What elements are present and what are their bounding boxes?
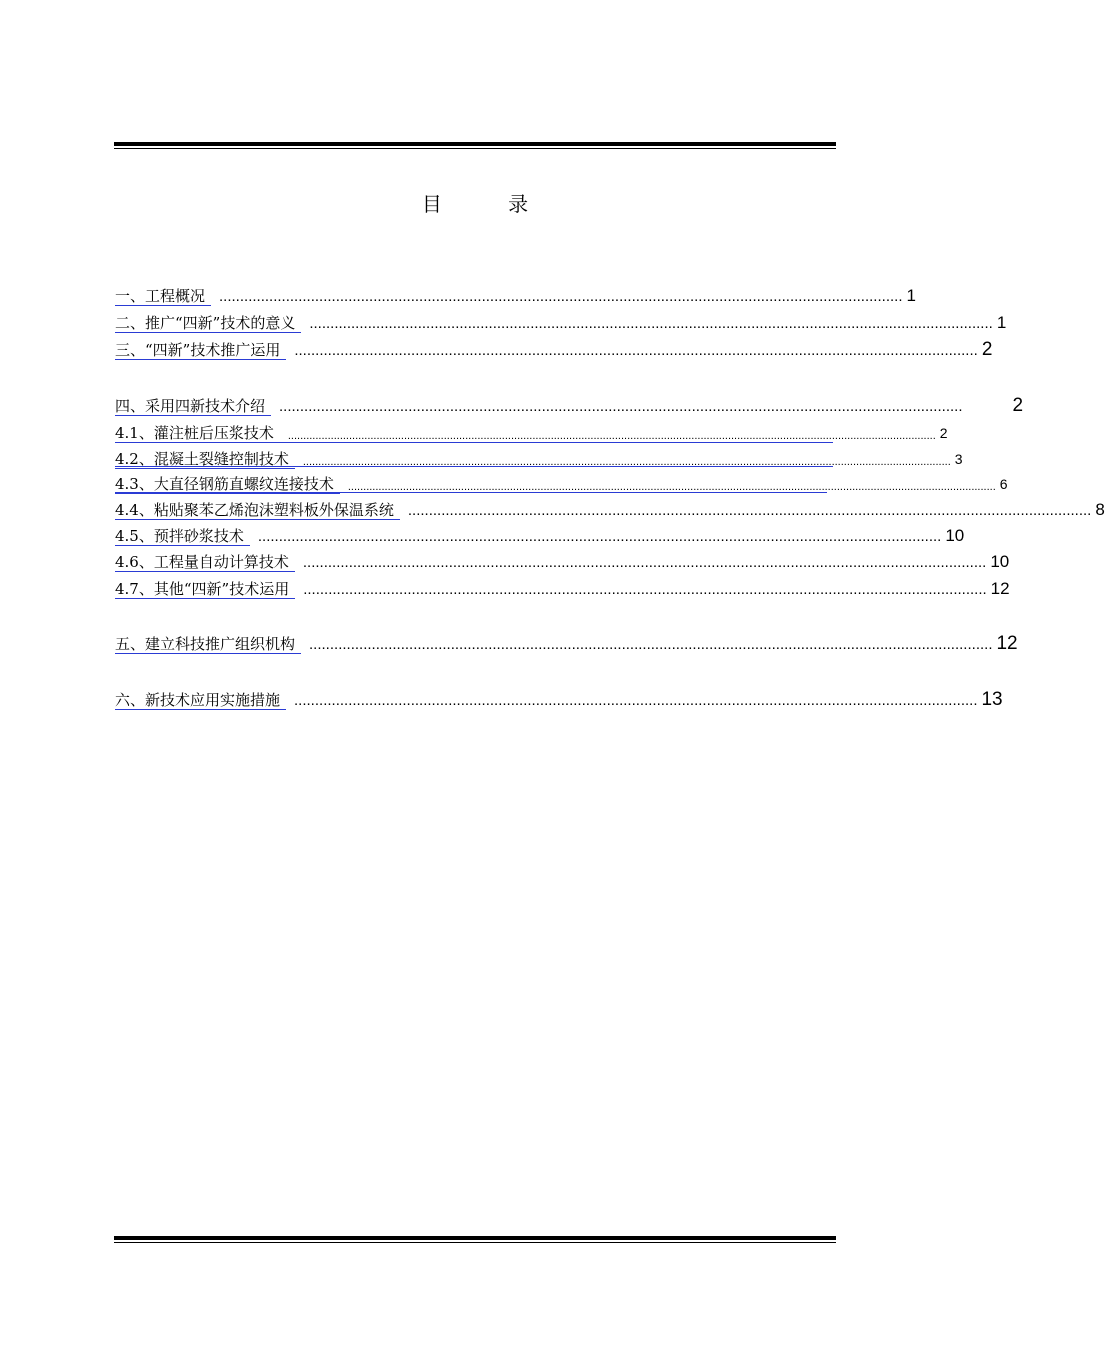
toc-page-number: 2 bbox=[939, 425, 948, 441]
toc-dot-leader: .................................................................................................................................................................... bbox=[303, 581, 987, 598]
toc-dot-leader: .................................................................................................................................................................... bbox=[257, 528, 942, 545]
toc-entry-label[interactable]: 三、“四新”技术推广运用 bbox=[115, 341, 286, 360]
toc-dot-leader: .................................................................................................................................................................................................................... bbox=[347, 481, 996, 493]
header-rule bbox=[114, 142, 836, 149]
toc-page-number: 1 bbox=[996, 313, 1007, 332]
link-underline bbox=[115, 442, 833, 443]
toc-entry[interactable] bbox=[115, 284, 916, 306]
toc-dot-leader: .................................................................................................................................................................................................................... bbox=[302, 456, 951, 468]
toc-entry-label[interactable]: 4.6、工程量自动计算技术 bbox=[115, 553, 295, 572]
toc-title: 目 录 bbox=[421, 192, 559, 216]
toc-page-number: 12 bbox=[996, 633, 1018, 654]
toc-entry-label[interactable]: 二、推广“四新”技术的意义 bbox=[115, 314, 301, 333]
toc-page-number: 10 bbox=[990, 552, 1010, 571]
toc-dot-leader: .................................................................................................................................................................... bbox=[309, 636, 993, 653]
toc-page-number: 2 bbox=[1012, 395, 1024, 416]
toc-entry-label[interactable]: 五、建立科技推广组织机构 bbox=[115, 635, 301, 654]
toc-entry[interactable] bbox=[115, 394, 1024, 416]
toc-entry[interactable] bbox=[115, 498, 1105, 520]
toc-entry-label[interactable]: 4.5、预拌砂浆技术 bbox=[115, 527, 250, 546]
toc-page-number: 8 bbox=[1095, 500, 1105, 519]
toc-dot-leader: .................................................................................................................................................................... bbox=[302, 554, 987, 571]
link-underline bbox=[115, 492, 827, 493]
toc-dot-leader: .................................................................................................................................................................... bbox=[294, 692, 978, 709]
toc-entry[interactable] bbox=[115, 577, 1010, 599]
toc-page-number: 3 bbox=[954, 451, 963, 467]
toc-entry[interactable] bbox=[115, 524, 965, 546]
toc-dot-leader: .................................................................................................................................................................... bbox=[294, 342, 978, 359]
toc-entry-label[interactable]: 4.2、混凝土裂缝控制技术 bbox=[115, 450, 295, 469]
toc-entry-label[interactable]: 4.3、大直径钢筋直螺纹连接技术 bbox=[115, 475, 340, 494]
toc-entry[interactable] bbox=[115, 338, 993, 360]
footer-rule bbox=[114, 1236, 836, 1243]
toc-dot-leader: .................................................................................................................................................................................................................... bbox=[287, 430, 936, 442]
toc-entry[interactable] bbox=[115, 421, 948, 443]
toc-dot-leader: .................................................................................................................................................................... bbox=[219, 288, 903, 305]
toc-entry-label[interactable]: 四、采用四新技术介绍 bbox=[115, 397, 271, 416]
toc-entry-label[interactable]: 4.1、灌注桩后压浆技术 bbox=[115, 424, 280, 443]
toc-page-number: 6 bbox=[999, 476, 1008, 492]
toc-dot-leader: .................................................................................................................................................................... bbox=[407, 502, 1092, 519]
toc-entry[interactable] bbox=[115, 311, 1007, 333]
toc-entry[interactable] bbox=[115, 632, 1018, 654]
toc-entry-label[interactable]: 4.4、粘贴聚苯乙烯泡沫塑料板外保温系统 bbox=[115, 501, 400, 520]
toc-entry-label[interactable]: 一、工程概况 bbox=[115, 287, 211, 306]
toc-entry[interactable] bbox=[115, 688, 1003, 710]
toc-dot-leader: .................................................................................................................................................................... bbox=[309, 315, 993, 332]
toc-entry-label[interactable]: 4.7、其他“四新”技术运用 bbox=[115, 580, 295, 599]
toc-entry[interactable] bbox=[115, 472, 1008, 494]
toc-page-number: 13 bbox=[981, 689, 1003, 710]
toc-entry[interactable] bbox=[115, 550, 1010, 572]
toc-dot-leader: .................................................................................................................................................................... bbox=[279, 398, 963, 415]
toc-page-number: 10 bbox=[945, 526, 965, 545]
toc-page-number: 12 bbox=[990, 579, 1010, 598]
toc-page-number: 2 bbox=[981, 339, 993, 360]
toc-entry-label[interactable]: 六、新技术应用实施措施 bbox=[115, 691, 286, 710]
link-underline bbox=[115, 466, 833, 467]
toc-page-number: 1 bbox=[906, 286, 916, 305]
